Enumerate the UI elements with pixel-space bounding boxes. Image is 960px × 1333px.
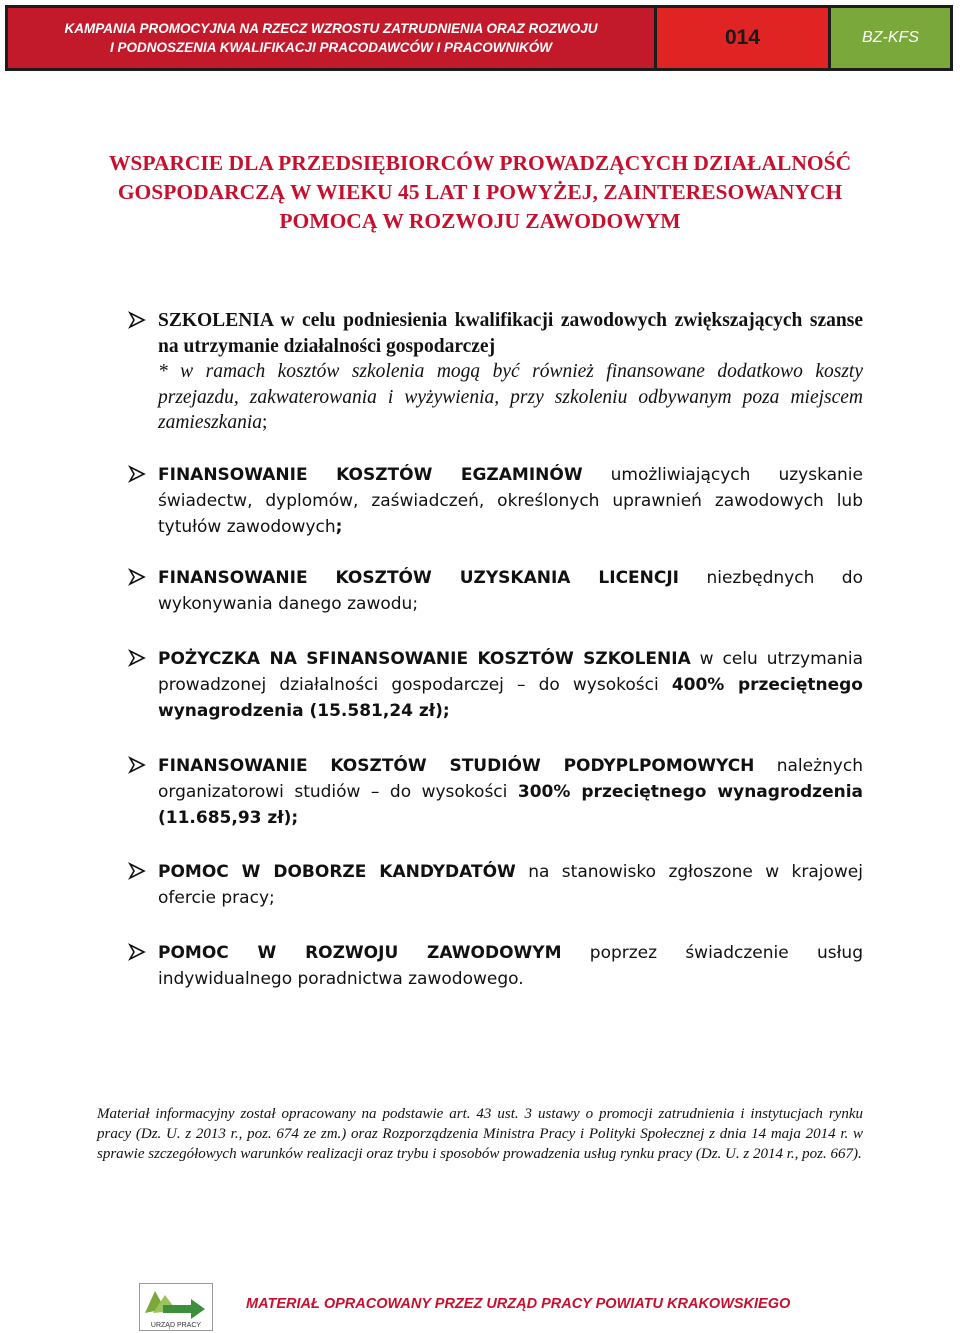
item-text: należnych organizatorowi studiów – do wysokości <box>158 756 863 802</box>
urzad-pracy-logo <box>139 1283 213 1331</box>
item-amount: 400% przeciętnego wynagrodzenia (15.581,24 zł); <box>158 675 863 721</box>
item-heading: POMOC W DOBORZE KANDYDATÓW <box>158 862 516 882</box>
item-heading: FINANSOWANIE KOSZTÓW STUDIÓW PODYPLPOMOWYCH <box>158 756 755 776</box>
item-heading: POMOC W ROZWOJU ZAWODOWYM <box>158 943 562 963</box>
list-item-dobor-kandydatow <box>128 859 863 911</box>
item-text: poprzez świadczenie usług indywidualnego poradnictwa zawodowego. <box>158 943 863 989</box>
item-text: w celu podniesienia kwalifikacji zawodowych zwiększających szanse na utrzymanie działalności gospodarczej <box>158 310 863 357</box>
item-text: umożliwiających uzyskanie świadectw, dyplomów, zaświadczeń, określonych uprawnień zawodowych lub tytułów zawodowych <box>158 465 863 537</box>
list-item-studia <box>128 753 863 831</box>
item-heading: SZKOLENIA <box>158 310 273 331</box>
item-heading: FINANSOWANIE KOSZTÓW EGZAMINÓW <box>158 465 583 485</box>
item-note: * w ramach kosztów szkolenia mogą być również finansowane dodatkowo koszty przejazdu, zakwaterowania i wyżywienia, przy szkoleniu odbywanym poza miejscem zamieszkania <box>158 361 863 433</box>
footer-note: MATERIAŁ OPRACOWANY PRZEZ URZĄD PRACY POWIATU KRAKOWSKIEGO <box>246 1296 791 1312</box>
arrowhead-bullet-icon <box>128 311 146 329</box>
arrowhead-bullet-icon <box>128 943 146 961</box>
list-item-pozyczka <box>128 646 863 724</box>
campaign-title <box>8 8 654 68</box>
item-end: ; <box>262 412 268 433</box>
arrowhead-bullet-icon <box>128 465 146 483</box>
item-amount: 300% przeciętnego wynagrodzenia (11.685,93 zł); <box>158 782 863 828</box>
sheet-code: BZ-KFS <box>831 8 950 68</box>
arrowhead-bullet-icon <box>128 862 146 880</box>
item-text: na stanowisko zgłoszone w krajowej ofercie pracy; <box>158 862 863 908</box>
list-item-rozwoj-zawodowy <box>128 940 863 992</box>
item-heading: FINANSOWANIE KOSZTÓW UZYSKANIA LICENCJI <box>158 568 680 588</box>
list-item-szkolenia <box>128 308 863 436</box>
sheet-number: 014 <box>657 8 828 68</box>
legal-note: Materiał informacyjny został opracowany na podstawie art. 43 ust. 3 ustawy o promocji zatrudnienia i instytucjach rynku pracy (Dz. U. z 2013 r., poz. 674 ze zm.) oraz Rozporządzenia Ministra Pracy i Polityki Społecznej z dnia 14 maja 2014 r. w sprawie szczegółowych warunków realizacji oraz trybu i sposobów prowadzenia usług rynku pracy (Dz. U. z 2014 r., poz. 667). <box>97 1106 863 1162</box>
item-heading: POŻYCZKA NA SFINANSOWANIE KOSZTÓW SZKOLENIA <box>158 649 691 669</box>
list-item-licencje <box>128 565 863 617</box>
arrowhead-bullet-icon <box>128 568 146 586</box>
item-text: niezbędnych do wykonywania danego zawodu; <box>158 568 863 614</box>
item-text: w celu utrzymania prowadzonej działalności gospodarczej – do wysokości <box>158 649 863 695</box>
logo-text: URZĄD PRACY <box>150 1322 202 1329</box>
arrowhead-bullet-icon <box>128 649 146 667</box>
campaign-line-1: KAMPANIA PROMOCYJNA NA RZECZ WZROSTU ZATRUDNIENIA ORAZ ROZWOJU <box>64 21 598 36</box>
arrowhead-bullet-icon <box>128 756 146 774</box>
page-title: WSPARCIE DLA PRZEDSIĘBIORCÓW PROWADZĄCYCH DZIAŁALNOŚĆ GOSPODARCZĄ W WIEKU 45 LAT I POWYŻEJ, ZAINTERESOWANYCH POMOCĄ W ROZWOJU ZAWODOWYM <box>108 151 852 233</box>
item-end: ; <box>335 517 343 537</box>
campaign-line-2: I PODNOSZENIA KWALIFIKACJI PRACODAWCÓW I PRACOWNIKÓW <box>110 40 552 55</box>
header-banner <box>5 5 953 71</box>
list-item-egzaminy <box>128 462 863 540</box>
